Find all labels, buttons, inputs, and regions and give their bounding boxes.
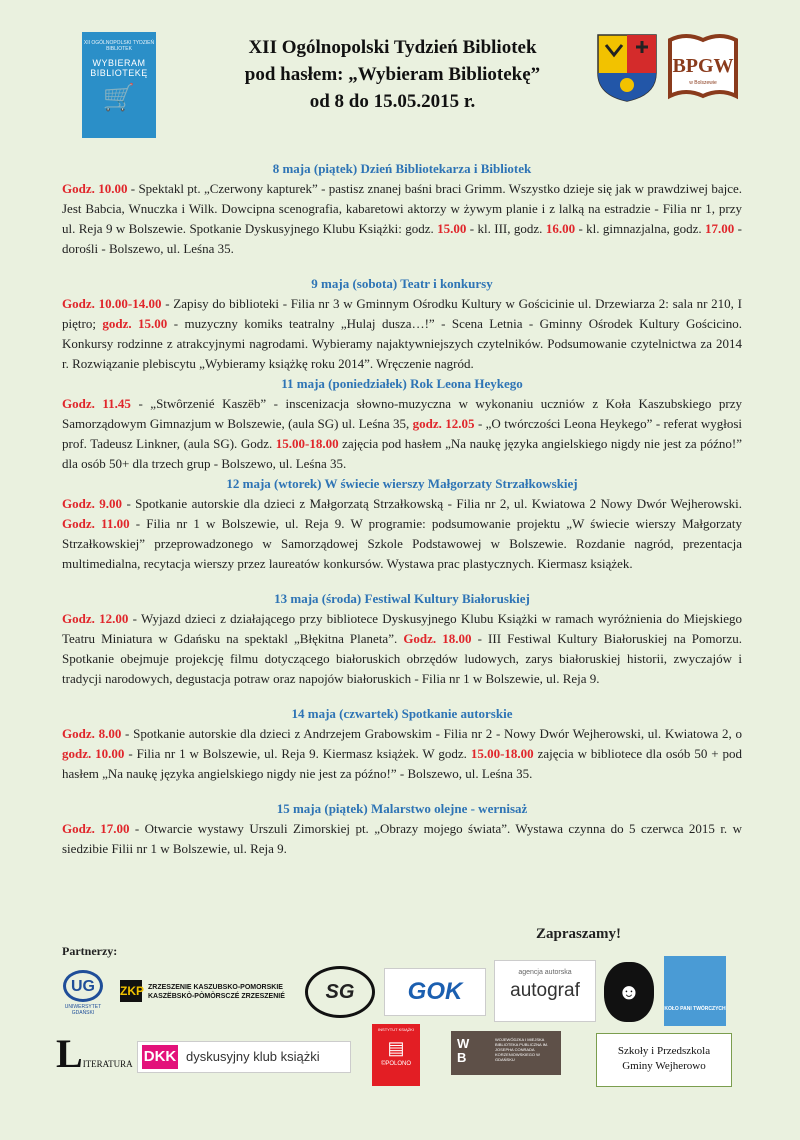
bpgw-sub: w Bolszewie: [689, 80, 717, 86]
bpgw-logo: [666, 30, 740, 106]
day-text: Godz. 17.00 - Otwarcie wystawy Urszuli Zimorskiej pt. „Obrazy mojego świata”. Wystawa czynna do 5 czerwca 2015 r. w siedzibie Filii nr 1 w Bolszewie, ul. Reja 9.: [62, 821, 742, 856]
sg-logo: SG: [305, 966, 375, 1018]
day-heading: 14 maja (czwartek) Spotkanie autorskie: [291, 706, 513, 721]
bpgw-text: BPGW: [672, 55, 734, 77]
program-content: [62, 150, 742, 859]
cart-icon: 🛒: [102, 82, 136, 112]
day-heading: 11 maja (poniedziałek) Rok Leona Heykego: [281, 376, 523, 391]
day-heading: 12 maja (wtorek) W świecie wierszy Małgorzaty Strzałkowskiej: [226, 476, 578, 491]
day-text: Godz. 10.00 - Spektakl pt. „Czerwony kapturek” - pastisz znanej baśni braci Grimm. Wszystko dzieje się jak w prawdziwej bajce. Jest Babcia, Wnuczka i Wilk. Dowcipna scenografia, kabaretowi aktorzy w żywym planie i z lalką na estradzie - Filia nr 1, przy ul. Reja 9 w Bolszewie. Spotkanie Dyskusyjnego Klubu Książki: godz. 15.00 - kl. III, godz. 16.00 - kl. gimnazjalna, godz. 17.00 - dorośli - Bolszewo, ul. Leśna 35.: [62, 181, 742, 256]
polon-logo: INSTYTUT KSIĄŻKI ▤ ©POLONO: [372, 1024, 420, 1086]
partners-label: Partnerzy:: [62, 944, 118, 958]
ug-logo: UG UNIWERSYTET GDAŃSKI: [56, 970, 110, 1018]
dkk-logo: DKK dyskusyjny klub książki: [137, 1041, 351, 1073]
day-text: Godz. 9.00 - Spotkanie autorskie dla dzieci z Małgorzatą Strzałkowską - Filia nr 2, ul. Kwiatowa 2 Nowy Dwór Wejherowski. Godz. 11.00 - Filia nr 1 w Bolszewie, ul. Reja 9. W programie: podsumowanie projektu „W świecie wierszy Małgorzaty Strzałkowskiej” przeprowadzonego w Samorządowej Szkole Podstawowej w Bolszewie. Rozdanie nagród, prezentacja multimedialna, recytacja wierszy przez laureatów konkursów. Wystawa prac plastycznych. Kiermasz książek.: [62, 496, 742, 571]
day-heading: 15 maja (piątek) Malarstwo olejne - wernisaż: [276, 801, 528, 816]
day-heading: 13 maja (środa) Festiwal Kultury Białoruskiej: [274, 591, 530, 606]
schools-box: Szkoły i Przedszkola Gminy Wejherowo: [596, 1033, 732, 1087]
day-heading: 9 maja (sobota) Teatr i konkursy: [311, 276, 493, 291]
literatura-logo: LITERATURA: [56, 1031, 133, 1076]
gryphon-icon: ZKP: [120, 980, 142, 1002]
day-heading: 8 maja (piątek) Dzień Bibliotekarza i Bibliotek: [272, 161, 532, 176]
tydzien-bibliotek-logo: XII OGÓLNOPOLSKI TYDZIEŃ BIBLIOTEK WYBIERAM BIBLIOTEKĘ 🛒: [82, 32, 156, 138]
wbp-logo: W B WOJEWÓDZKA I MIEJSKA BIBLIOTEKA PUBLICZNA IM. JOSEPHA CONRADA KORZENIOWSKIEGO W GDAŃSKU: [451, 1031, 561, 1075]
day-text: Godz. 10.00-14.00 - Zapisy do biblioteki - Filia nr 3 w Gminnym Ośrodku Kultury w Gościcinie ul. Drzewiarza 2: sala nr 210, I piętro; godz. 15.00 - muzyczny komiks teatralny „Hulaj dusza…!” - Scena Letnia - Gminny Ośrodek Kultury Gościcino. Konkursy rodzinne z atrakcyjnymi nagrodami. Wybieramy najaktywniejszych czytelników. Podsumowanie czytelnictwa za 2014 r. Rozwiązanie plebiscytu „Wybieramy książkę roku 2014”. Wręczenie nagród.: [62, 296, 742, 371]
wbp-mark-icon: W B: [457, 1036, 470, 1065]
kolo-logo: KOŁO PANI TWÓRCZYCH: [664, 956, 726, 1026]
invite-text: Zapraszamy!: [536, 926, 621, 942]
book-icon: ▤: [387, 1038, 405, 1058]
autograf-logo: agencja autorska autograf: [494, 960, 596, 1022]
page-title: XII Ogólnopolski Tydzień Bibliotek pod hasłem: „Wybieram Bibliotekę” od 8 do 15.05.2015 r.: [244, 37, 541, 112]
zkp-logo: ZKP ZRZESZENIE KASZUBSKO-POMORSKIE KASZËBSKÒ-PÒMÒRSCZÉ ZRZESZENIÉ: [120, 980, 300, 1006]
ug-emblem-icon: UG: [63, 970, 103, 1002]
day-text: Godz. 11.45 - „Stwôrzenié Kaszëb” - inscenizacja słowno-muzyczna w wykonaniu uczniów z Koła Kaszubskiego przy Samorządowym Gimnazjum w Bolszewie, (aula SG) ul. Leśna 35, godz. 12.05 - „O twórczości Leona Heykego” - referat wygłosi prof. Tadeusz Linkner, (aula SG). Godz. 15.00-18.00 zajęcia pod hasłem „Na naukę języka angielskiego nigdy nie jest za późno!” dla osób 50+ dla trzech grup - Bolszewo, ul. Leśna 35.: [62, 396, 743, 471]
face-logo-icon: ☻: [604, 962, 654, 1022]
coat-of-arms-icon: [596, 33, 658, 103]
gok-logo: GOK: [384, 968, 486, 1016]
day-text: Godz. 8.00 - Spotkanie autorskie dla dzieci z Andrzejem Grabowskim - Filia nr 2 - Nowy Dwór Wejherowski, ul. Kwiatowa 2, o godz. 10.00 - Filia nr 1 w Bolszewie, ul. Reja 9. Kiermasz książek. W godz. 15.00-18.00 zajęcia w bibliotece dla osób 50 + pod hasłem „Na naukę języka angielskiego nigdy nie jest za późno!” - Bolszewo, ul. Leśna 35.: [62, 726, 742, 781]
day-text: Godz. 12.00 - Wyjazd dzieci z działającego przy bibliotece Dyskusyjnego Klubu Książki w ramach wyróżnienia do Miejskiego Teatru Miniatura w Gdańsku na spektakl „Błękitna Planeta”. Godz. 18.00 - III Festiwal Kultury Białoruskiej na Pomorzu. Spotkanie obejmuje projekcję filmu dotyczącego białoruskich obrzędów ludowych, zarys białoruskiej historii, zwyczajów i tradycji narodowych, degustacja potraw oraz napojów białoruskich - Filia nr 1 w Bolszewie, ul. Reja 9.: [62, 611, 742, 686]
